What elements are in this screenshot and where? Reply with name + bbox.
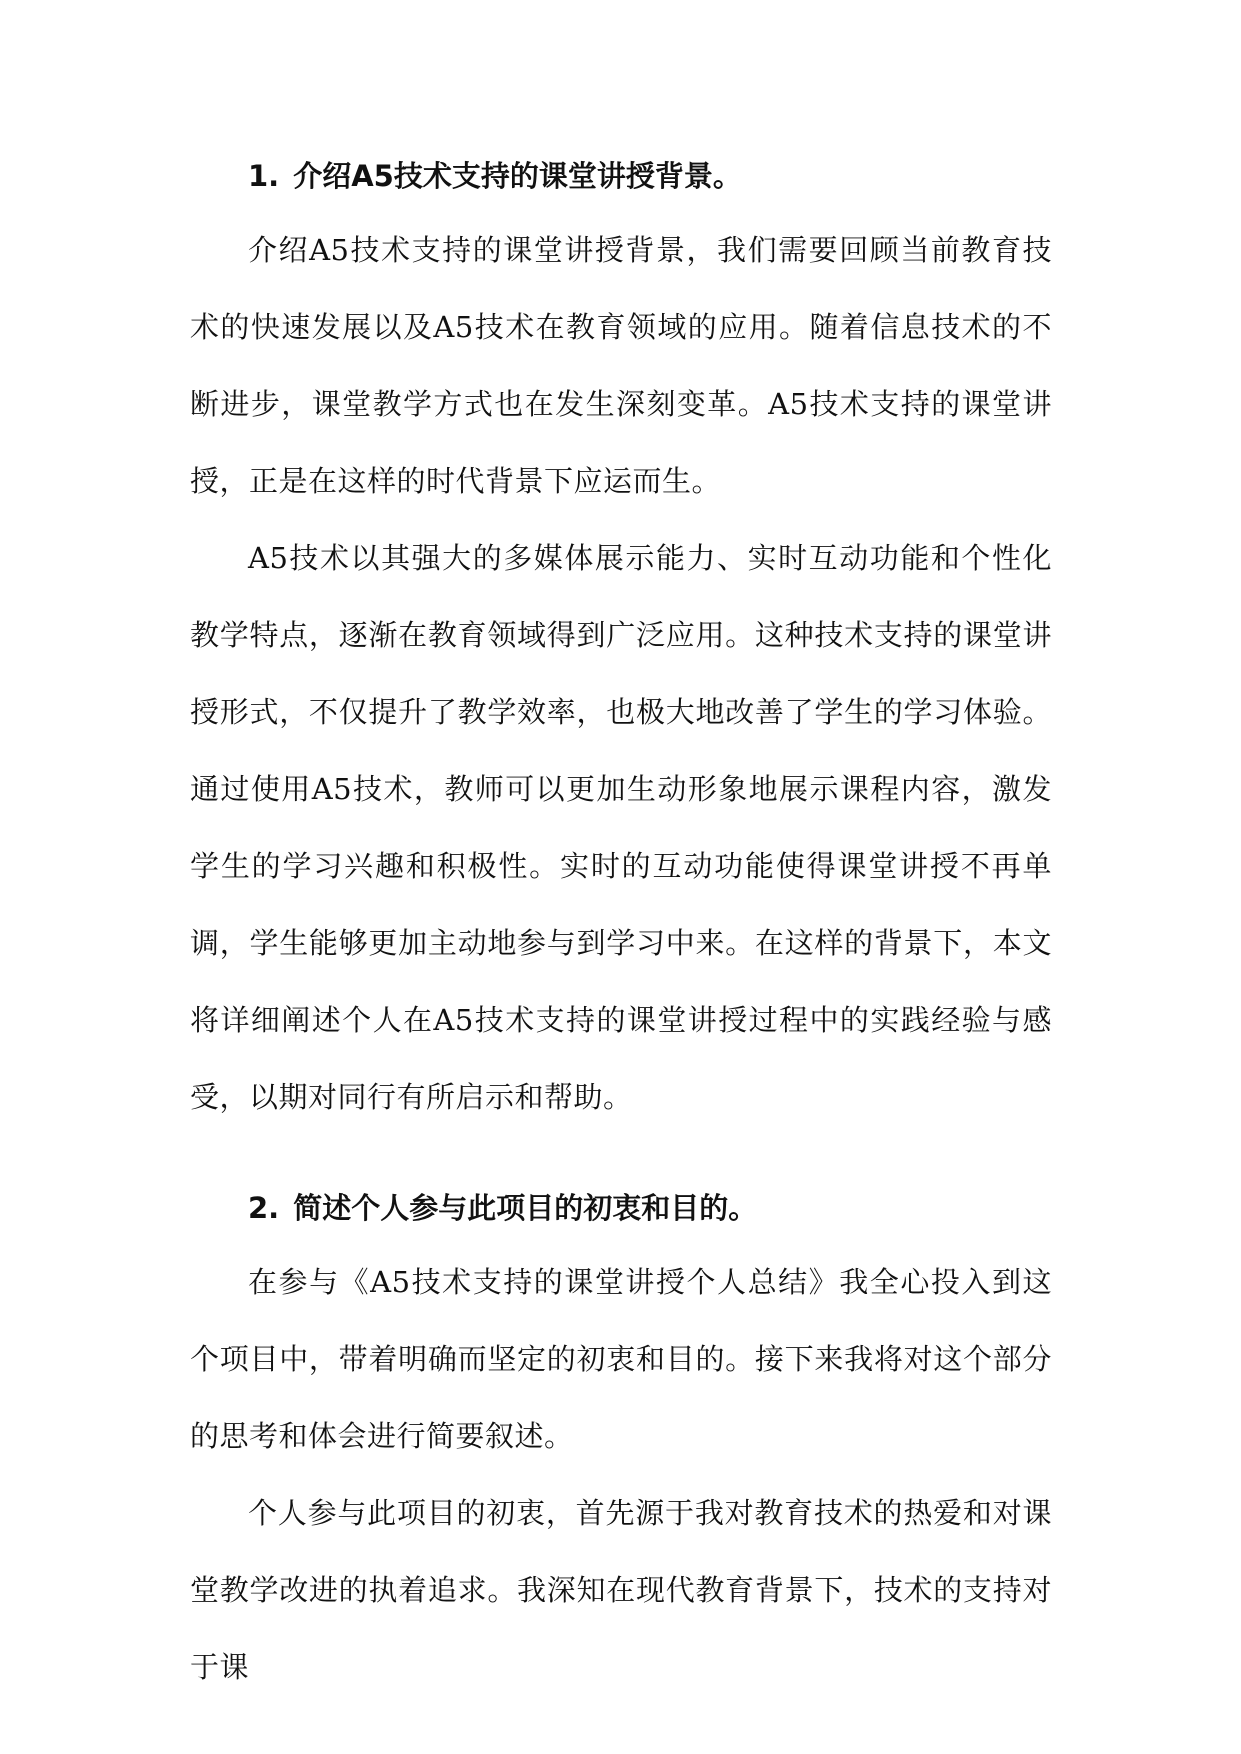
section-2-paragraph-2: 个人参与此项目的初衷，首先源于我对教育技术的热爱和对课堂教学改进的执着追求。我深知在现代教育背景下，技术的支持对于课 <box>190 1496 1052 1684</box>
section-title-2: 简述个人参与此项目的初衷和目的。 <box>293 1191 758 1225</box>
document-body <box>190 140 1052 1706</box>
section-title-1: 介绍A5技术支持的课堂讲授背景。 <box>293 159 742 193</box>
section-number-2: 2. <box>248 1191 280 1225</box>
section-heading-2 <box>190 1172 1052 1244</box>
section-2-paragraph-1: 在参与《A5技术支持的课堂讲授个人总结》我全心投入到这个项目中，带着明确而坚定的初衷和目的。接下来我将对这个部分的思考和体会进行简要叙述。 <box>190 1265 1052 1453</box>
section-heading-1 <box>190 140 1052 212</box>
section-1-paragraph-2: A5技术以其强大的多媒体展示能力、实时互动功能和个性化教学特点，逐渐在教育领域得到广泛应用。这种技术支持的课堂讲授形式，不仅提升了教学效率，也极大地改善了学生的学习体验。通过使用A5技术，教师可以更加生动形象地展示课程内容，激发学生的学习兴趣和积极性。实时的互动功能使得课堂讲授不再单调，学生能够更加主动地参与到学习中来。在这样的背景下，本文将详细阐述个人在A5技术支持的课堂讲授过程中的实践经验与感受，以期对同行有所启示和帮助。 <box>190 541 1052 1114</box>
section-number-1: 1. <box>248 159 280 193</box>
section-1-paragraph-1: 介绍A5技术支持的课堂讲授背景，我们需要回顾当前教育技术的快速发展以及A5技术在教育领域的应用。随着信息技术的不断进步，课堂教学方式也在发生深刻变革。A5技术支持的课堂讲授，正是在这样的时代背景下应运而生。 <box>190 233 1052 498</box>
